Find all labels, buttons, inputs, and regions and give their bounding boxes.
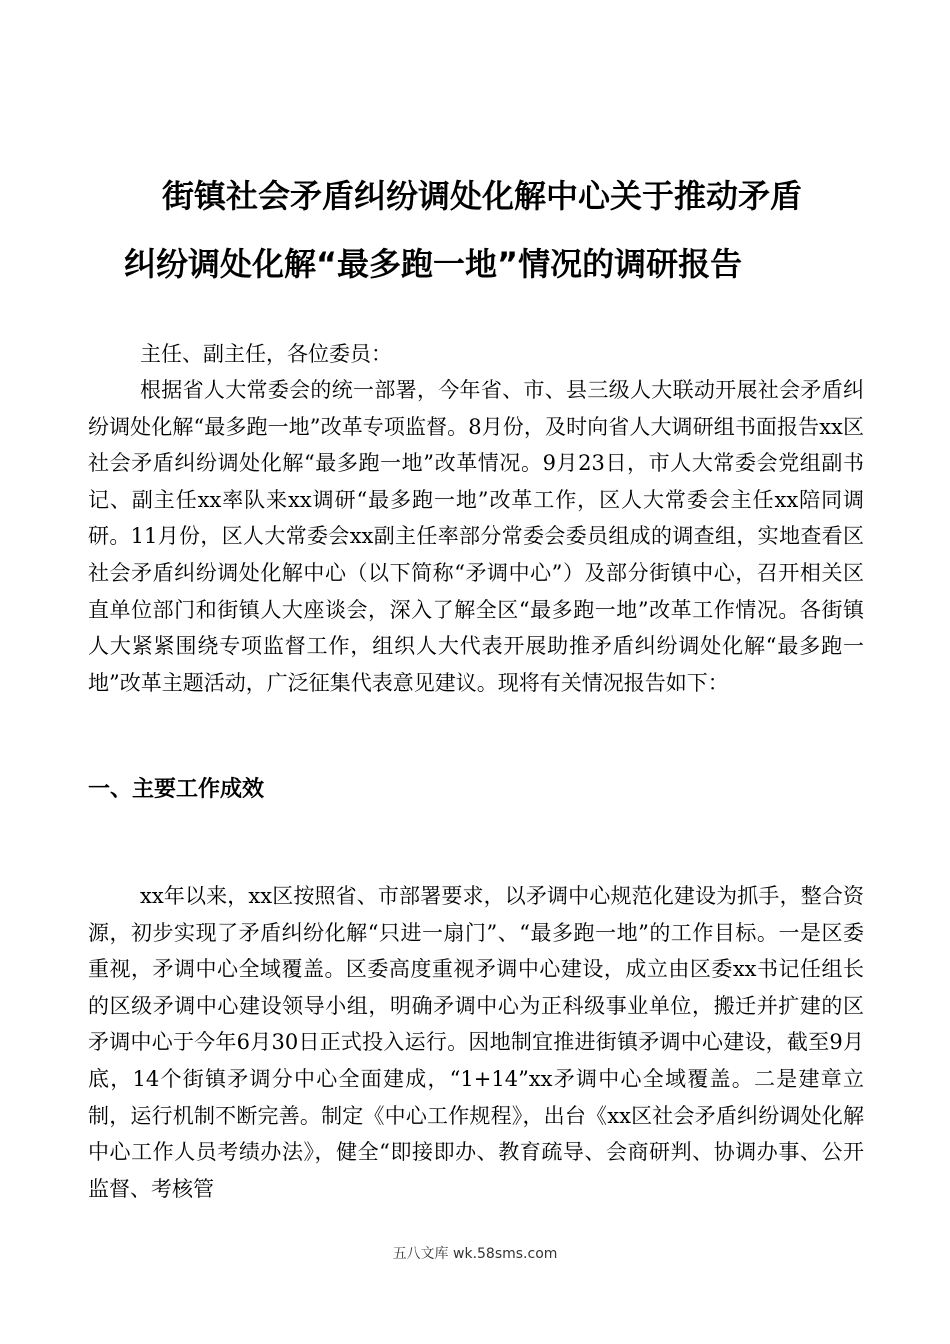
body-paragraph-2: xx年以来，xx区按照省、市部署要求，以矛调中心规范化建设为抓手，整合资源，初步实现了矛盾纠纷化解“只进一扇门”、“最多跑一地”的工作目标。一是区委重视，矛调中心全域覆盖。区委高度重视矛调中心建设，成立由区委xx书记任组长的区级矛调中心建设领导小组，明确矛调中心为正科级事业单位，搬迁并扩建的区矛调中心于今年6月30日正式投入运行。因地制宜推进街镇矛调中心建设，截至9月底，14个街镇矛调分中心全面建成，“1+14”xx矛调中心全域覆盖。二是建章立制，运行机制不断完善。制定《中心工作规程》，出台《xx区社会矛盾纠纷调处化解中心工作人员考绩办法》，健全“即接即办、教育疏导、会商研判、协调办事、公开监督、考核管 — [88, 884, 864, 1201]
section-heading-1: 一、主要工作成效 — [88, 777, 265, 802]
document-title-line-1: 街镇社会矛盾纠纷调处化解中心关于推动矛盾 — [162, 177, 803, 215]
footer-watermark: 五八文库 wk.58sms.com — [392, 1246, 558, 1262]
document-title-line-2: 纠纷调处化解“最多跑一地”情况的调研报告 — [124, 245, 743, 283]
salutation: 主任、副主任，各位委员： — [140, 342, 392, 366]
body-paragraph-1: 根据省人大常委会的统一部署，今年省、市、县三级人大联动开展社会矛盾纠纷调处化解“最多跑一地”改革专项监督。8月份，及时向省人大调研组书面报告xx区社会矛盾纠纷调处化解“最多跑一地”改革情况。9月23日，市人大常委会党组副书记、副主任xx率队来xx调研“最多跑一地”改革工作，区人大常委会主任xx陪同调研。11月份，区人大常委会xx副主任率部分常委会委员组成的调查组，实地查看区社会矛盾纠纷调处化解中心（以下简称“矛调中心”）及部分街镇中心，召开相关区直单位部门和街镇人大座谈会，深入了解全区“最多跑一地”改革工作情况。各街镇人大紧紧围绕专项监督工作，组织人大代表开展助推矛盾纠纷调处化解“最多跑一地”改革主题活动，广泛征集代表意见建议。现将有关情况报告如下： — [88, 378, 864, 695]
